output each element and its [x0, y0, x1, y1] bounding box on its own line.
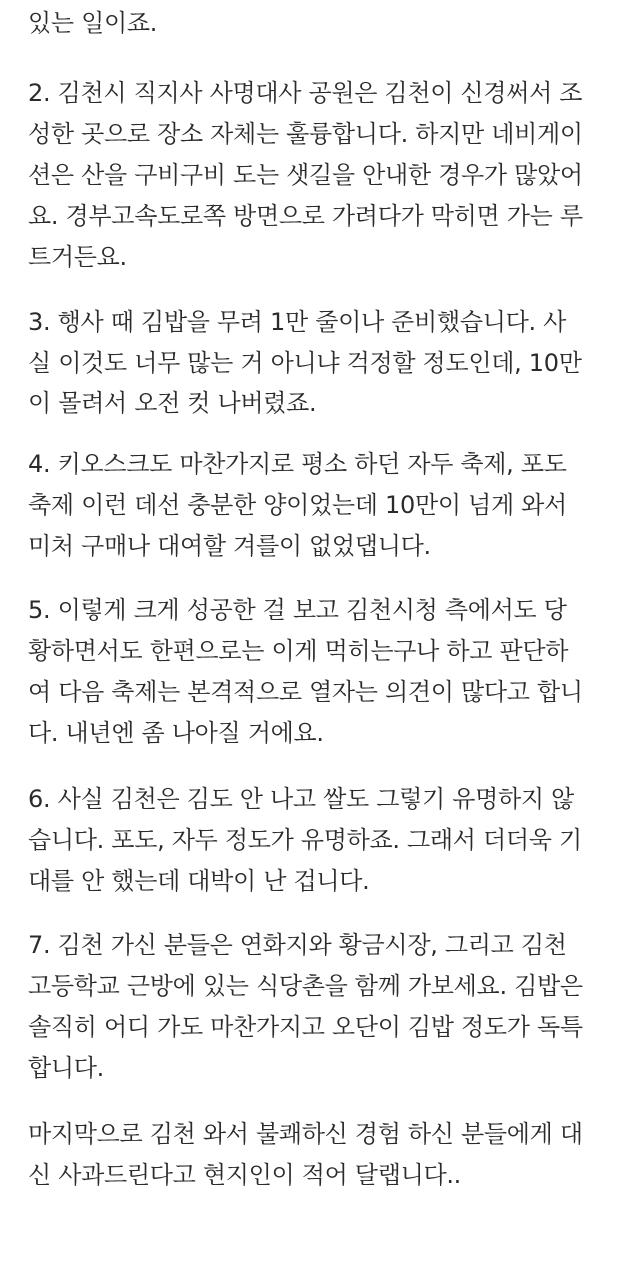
- text-line: 다. 내년엔 좀 나아질 거에요.: [28, 719, 324, 747]
- text-line: 미처 구매나 대여할 겨를이 없었댑니다.: [28, 532, 431, 560]
- text-line: 6. 사실 김천은 김도 안 나고 쌀도 그렇기 유명하지 않: [28, 785, 574, 813]
- text-line: 황하면서도 한편으로는 이게 먹히는구나 하고 판단하: [28, 637, 569, 665]
- text-line: 이 몰려서 오전 컷 나버렸죠.: [28, 389, 317, 417]
- text-line: 3. 행사 때 김밥을 무려 1만 줄이나 준비했습니다. 사: [28, 308, 567, 336]
- text-line: 5. 이렇게 크게 성공한 걸 보고 김천시청 측에서도 당: [28, 596, 567, 624]
- text-line: 축제 이런 데선 충분한 양이었는데 10만이 넘게 와서: [28, 491, 567, 519]
- text-line: 7. 김천 가신 분들은 연화지와 황금시장, 그리고 김천: [28, 931, 567, 959]
- text-line: 있는 일이죠.: [28, 9, 158, 37]
- text-line: 션은 산을 구비구비 도는 샛길을 안내한 경우가 많았어: [28, 161, 583, 189]
- text-line: 성한 곳으로 장소 자체는 훌륭합니다. 하지만 네비게이: [28, 120, 583, 148]
- text-line: 2. 김천시 직지사 사명대사 공원은 김천이 신경써서 조: [28, 79, 583, 107]
- text-line: 4. 키오스크도 마찬가지로 평소 하던 자두 축제, 포도: [28, 450, 567, 478]
- text-line: 대를 안 했는데 대박이 난 겁니다.: [28, 867, 370, 895]
- text-line: 마지막으로 김천 와서 불쾌하신 경험 하신 분들에게 대: [28, 1120, 583, 1148]
- text-line: 여 다음 축제는 본격적으로 열자는 의견이 많다고 합니: [28, 678, 583, 706]
- text-line: 합니다.: [28, 1054, 104, 1082]
- text-line: 요. 경부고속도로쪽 방면으로 가려다가 막히면 가는 루: [28, 202, 583, 230]
- text-line: 신 사과드린다고 현지인이 적어 달랩니다..: [28, 1161, 462, 1189]
- text-line: 솔직히 어디 가도 마찬가지고 오단이 김밥 정도가 독특: [28, 1013, 583, 1041]
- text-line: 실 이것도 너무 많는 거 아니냐 걱정할 정도인데, 10만: [28, 349, 582, 377]
- text-line: 습니다. 포도, 자두 정도가 유명하죠. 그래서 더더욱 기: [28, 826, 582, 854]
- text-line: 고등학교 근방에 있는 식당촌을 함께 가보세요. 김밥은: [28, 972, 583, 1000]
- text-line: 트거든요.: [28, 243, 127, 271]
